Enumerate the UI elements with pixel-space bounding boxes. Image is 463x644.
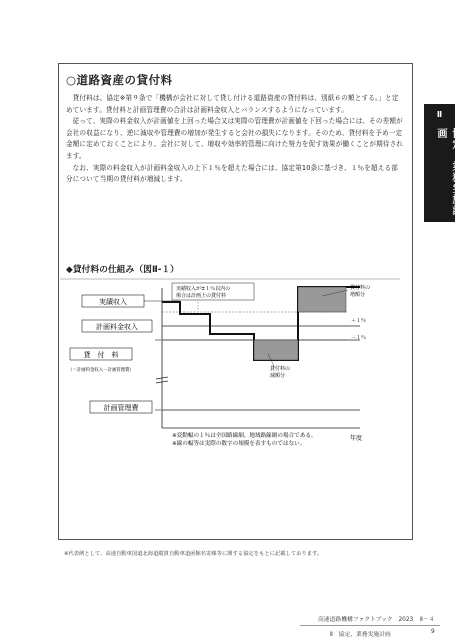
increase-label-1: 貸付料の: [350, 285, 371, 291]
note-line-2: 場合は計画上の貸付料: [176, 293, 227, 299]
decrease-label-1: 貸付料の: [270, 366, 291, 372]
lease-fee-formula: （＝計画料金収入－計画管理費）: [68, 368, 134, 373]
paragraph-2: 従って、実際の料金収入が計画値を上回った場合又は実際の管理費が計画値を下回った場合には、その差額が会社の収益になり、逆に減収や管理費の増加が発生すると会社の損失になります。そのため、貸付料を予め一定金額に定めておくことにより、会社に対して、増収や効率的管理に向けた努力を促す効果が働くことが期待されます。: [66, 117, 404, 160]
decrease-label-2: 減額分: [270, 373, 286, 379]
year-label: 年度: [350, 435, 363, 442]
page-number: 9: [431, 629, 435, 635]
minus1-label: －１％: [351, 335, 367, 341]
figure-note-2: ※線の幅等は実際の数字の規模を表すものではない。: [172, 441, 306, 447]
footnote: ※代表例として、高速自動車国道北海道縦貫自動車道函館名寄線等に関する協定をもとに記載しております。: [64, 551, 323, 557]
figure-note-1: ※変動幅の１％は全国路線網、地域路線網の場合である。: [172, 433, 317, 439]
increase-label-2: 増額分: [350, 292, 366, 298]
plus1-label: ＋１％: [351, 318, 367, 324]
increase-area: [298, 287, 346, 312]
footer-chapter: Ⅱ 協定、業務実施計画: [330, 632, 391, 638]
chapter-side-tab: [424, 104, 461, 222]
lease-fee-diagram: [60, 278, 410, 458]
planned-revenue-label: 計画料金収入: [96, 323, 138, 331]
footer-section-ref: Ⅱ－４: [420, 617, 435, 623]
note-line-1: 実績収入が±１％以内の: [176, 286, 231, 292]
chapter-roman: Ⅱ: [436, 110, 443, 119]
decrease-area: [254, 340, 298, 360]
actual-revenue-label: 実績収入: [99, 298, 127, 306]
body-text: [66, 93, 404, 186]
figure-title: ◆貸付料の仕組み（図Ⅱ-１）: [66, 265, 179, 275]
chapter-vertical-title: 協定、業務実施計画: [435, 128, 461, 216]
footer-book-title: 高速道路機構ファクトブック 2023: [318, 617, 414, 623]
planned-cost-label: 計画管理費: [103, 404, 139, 412]
lease-fee-label: 貸 付 料: [83, 351, 119, 359]
paragraph-3: なお、実際の料金収入が計画料金収入の上下１％を超えた場合には、協定第10条に基づき、１％を超える部分について当期の貸付料が増減します。: [66, 163, 398, 184]
paragraph-1: 貸付料は、協定※第９条で「機構が会社に対して貸し付ける道路資産の貸付料は、別紙６の額とする。」と定めています。貸付料と計画管理費の合計は計画料金収入とバランスするようになっています。: [66, 94, 399, 114]
footer-divider: [300, 625, 440, 626]
section-title: ○道路資産の貸付料: [66, 73, 173, 87]
